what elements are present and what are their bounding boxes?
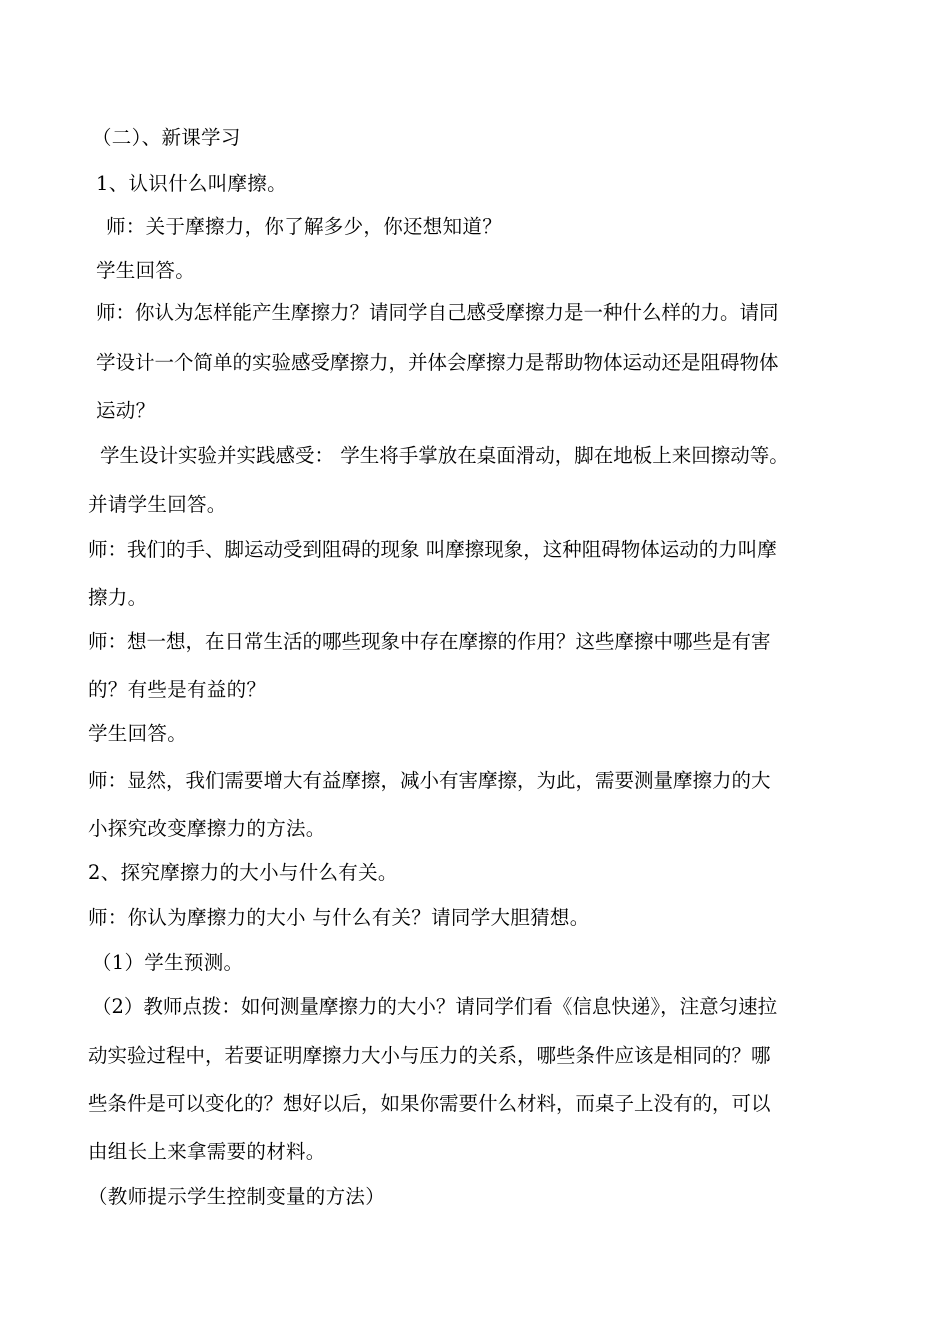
paragraph-line: 小探究改变摩擦力的方法。 (88, 817, 326, 840)
paragraph-line: 动实验过程中，若要证明摩擦力大小与压力的关系，哪些条件应该是相同的？哪 (88, 1044, 771, 1067)
paragraph-line: （教师提示学生控制变量的方法） (88, 1185, 386, 1208)
section-heading: （二）、新课学习 (92, 126, 241, 149)
subsection-heading: 1、认识什么叫摩擦。 (96, 172, 287, 195)
paragraph-line: 些条件是可以变化的？想好以后，如果你需要什么材料，而桌子上没有的，可以 (88, 1092, 771, 1115)
paragraph-line: （1）学生预测。 (92, 951, 244, 974)
paragraph-line: 师：我们的手、脚运动受到阻碍的现象 叫摩擦现象，这种阻碍物体运动的力叫摩 (88, 538, 777, 561)
paragraph-line: 师：显然，我们需要增大有益摩擦，减小有害摩擦，为此，需要测量摩擦力的大 (88, 769, 771, 792)
paragraph-line: （2）教师点拨：如何测量摩擦力的大小？请同学们看《信息快递》，注意匀速拉 (92, 995, 778, 1018)
paragraph-line: 擦力。 (88, 586, 148, 609)
paragraph-line: 师：关于摩擦力，你了解多少，你还想知道？ (106, 215, 503, 238)
paragraph-line: 学生回答。 (88, 722, 188, 745)
paragraph-line: 师：你认为怎样能产生摩擦力？请同学自己感受摩擦力是一种什么样的力。请同 (96, 301, 779, 324)
paragraph-line: 由组长上来拿需要的材料。 (88, 1140, 326, 1163)
paragraph-line: 并请学生回答。 (88, 493, 227, 516)
paragraph-line: 学设计一个简单的实验感受摩擦力，并体会摩擦力是帮助物体运动还是阻碍物体 (96, 351, 779, 374)
paragraph-line: 学生设计实验并实践感受： 学生将手掌放在桌面滑动，脚在地板上来回擦动等。 (100, 444, 789, 467)
subsection-heading: 2、探究摩擦力的大小与什么有关。 (88, 861, 398, 884)
paragraph-line: 师：你认为摩擦力的大小 与什么有关？请同学大胆猜想。 (88, 906, 590, 929)
paragraph-line: 师：想一想，在日常生活的哪些现象中存在摩擦的作用？这些摩擦中哪些是有害 (88, 630, 771, 653)
paragraph-line: 学生回答。 (96, 259, 196, 282)
paragraph-line: 的？有些是有益的？ (88, 678, 267, 701)
paragraph-line: 运动？ (96, 399, 156, 422)
